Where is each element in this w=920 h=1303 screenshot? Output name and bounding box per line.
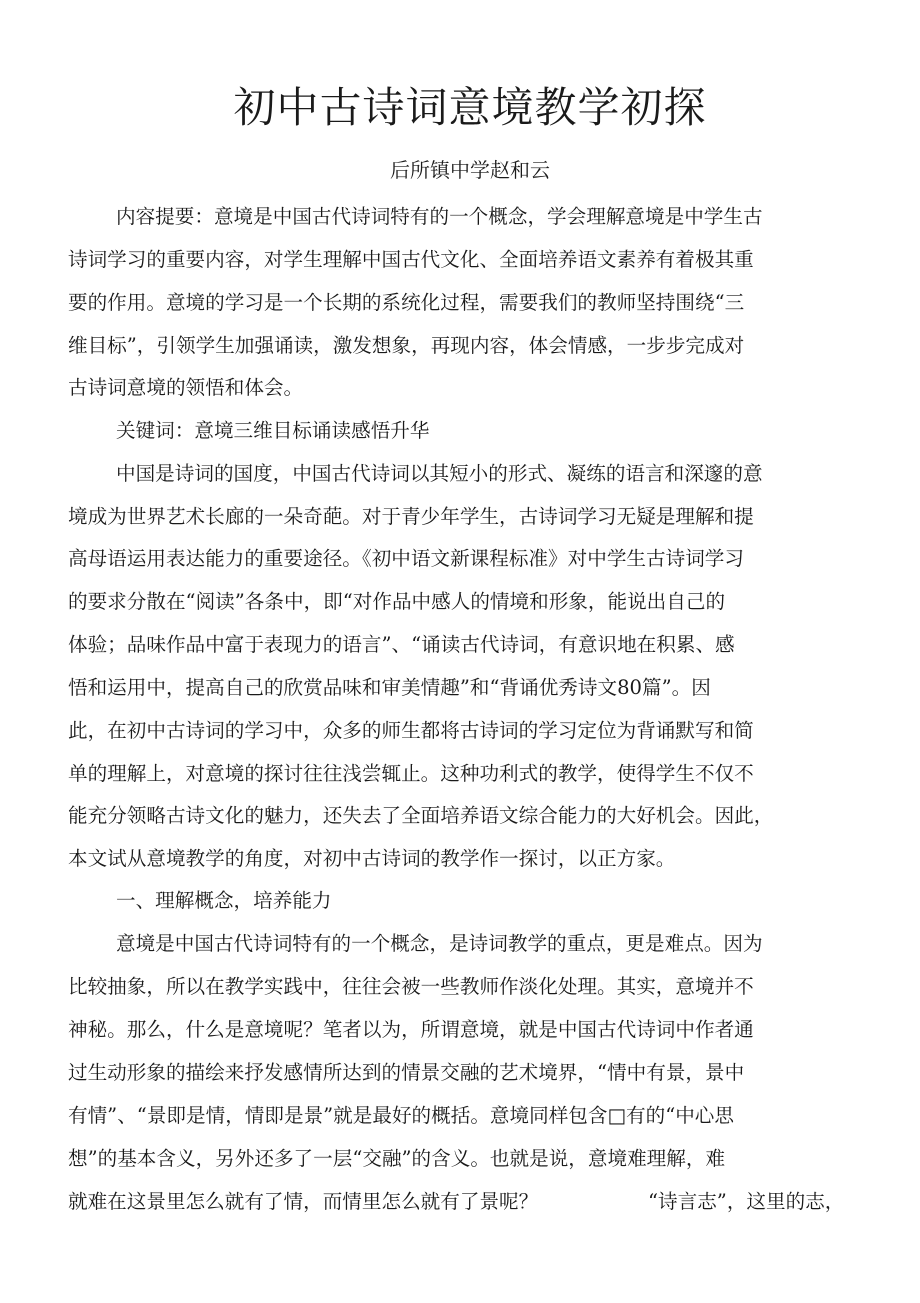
body-line: 悟和运用中，提高自己的欣赏品味和审美情趣”和“背诵优秀诗文80篇”。因	[68, 676, 711, 699]
body-line: 境成为世界艺术长廊的一朵奇葩。对于青少年学生，古诗词学习无疑是理解和提	[68, 505, 754, 528]
document-title: 初中古诗词意境教学初探	[233, 83, 707, 132]
body-line: 能充分领略古诗文化的魅力，还失去了全面培养语文综合能力的大好机会。因此，	[68, 804, 774, 827]
body-line: 就难在这景里怎么就有了情，而情里怎么就有了景呢？	[68, 1190, 539, 1213]
body-line: 的要求分散在“阅读”各条中，即“对作品中感人的情境和形象，能说出自己的	[68, 590, 726, 613]
abstract-line: 诗词学习的重要内容，对学生理解中国古代文化、全面培养语文素养有着极其重	[68, 248, 754, 271]
body-line: 想”的基本含义，另外还多了一层“交融”的含义。也就是说，意境难理解，难	[68, 1147, 726, 1170]
document-author: 后所镇中学赵和云	[390, 158, 550, 182]
body-line: 本文试从意境教学的角度，对初中古诗词的教学作一探讨，以正方家。	[68, 847, 676, 870]
body-line: 比较抽象，所以在教学实践中，往往会被一些教师作淡化处理。其实，意境并不	[68, 975, 754, 998]
body-line: 神秘。那么，什么是意境呢？笔者以为，所谓意境，就是中国古代诗词中作者通	[68, 1018, 754, 1041]
body-line: 此，在初中古诗词的学习中，众多的师生都将古诗词的学习定位为背诵默写和简	[68, 719, 754, 742]
abstract-line: 要的作用。意境的学习是一个长期的系统化过程，需要我们的教师坚持围绕“三	[68, 291, 745, 314]
body-line: 高母语运用表达能力的重要途径。《初中语文新课程标准》对中学生古诗词学习	[68, 547, 744, 570]
keywords-line: 关键词：意境三维目标诵读感悟升华	[116, 419, 430, 442]
body-line: 中国是诗词的国度，中国古代诗词以其短小的形式、凝练的语言和深邃的意	[116, 462, 763, 485]
body-line: 体验；品味作品中富于表现力的语言”、“诵读古代诗词，有意识地在积累、感	[68, 633, 735, 656]
body-line: “诗言志”，这里的志，	[648, 1190, 845, 1213]
abstract-line: 内容提要：意境是中国古代诗词特有的一个概念，学会理解意境是中学生古	[116, 205, 763, 228]
abstract-line: 维目标”，引领学生加强诵读，激发想象，再现内容，体会情感，一步步完成对	[68, 334, 745, 357]
body-line: 过生动形象的描绘来抒发感情所达到的情景交融的艺术境界，“情中有景，景中	[68, 1061, 745, 1084]
body-line: 意境是中国古代诗词特有的一个概念，是诗词教学的重点，更是难点。因为	[116, 932, 763, 955]
body-line: 有情”、“景即是情，情即是景”就是最好的概括。意境同样包含□有的“中心思	[68, 1104, 734, 1127]
body-line: 单的理解上，对意境的探讨往往浅尝辄止。这种功利式的教学，使得学生不仅不	[68, 762, 754, 785]
abstract-line: 古诗词意境的领悟和体会。	[68, 376, 304, 399]
section-heading: 一、理解概念，培养能力	[116, 889, 332, 912]
